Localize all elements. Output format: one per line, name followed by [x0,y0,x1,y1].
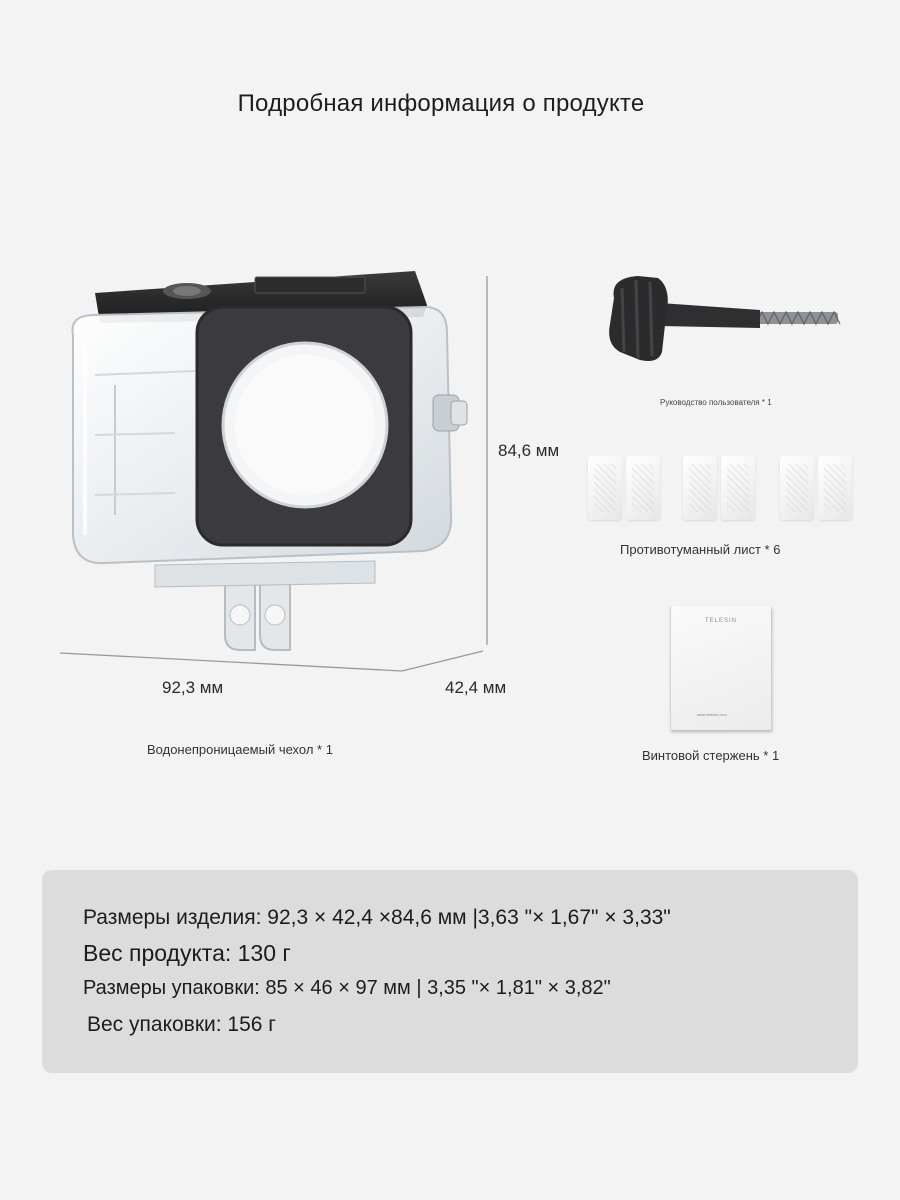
screw-caption: Руководство пользователя * 1 [660,398,772,407]
spec-product-weight: Вес продукта: 130 г [83,940,291,966]
width-dimension-label: 92,3 мм [162,678,224,697]
antifog-sheet [683,456,717,520]
spec-product-dimensions: Размеры изделия: 92,3 × 42,4 ×84,6 мм |3,63 "× 1,67" × 3,33" [83,906,671,929]
manual-site-print: www.telesin.com [697,712,727,717]
depth-dimension-label: 42,4 мм [445,678,507,697]
antifog-sheet [780,456,814,520]
housing-caption: Водонепроницаемый чехол * 1 [147,742,333,757]
spec-package-weight: Вес упаковки: 156 г [87,1013,276,1036]
spec-package-dimensions: Размеры упаковки: 85 × 46 × 97 мм | 3,35 "× 1,81" × 3,82" [83,977,611,999]
antifog-sheet [588,456,622,520]
waterproof-housing-image [55,265,475,675]
antifog-sheet [721,456,755,520]
specifications-panel [42,870,858,1073]
antifog-sheet [626,456,660,520]
manual-caption: Винтовой стержень * 1 [642,748,780,763]
height-dimension-label: 84,6 мм [498,441,560,460]
page-title: Подробная информация о продукте [237,90,645,117]
manual-brand-print: TELESIN [704,618,737,624]
antifog-sheet [818,456,852,520]
user-manual-image [670,606,771,730]
screw-rod-image [600,268,845,368]
antifog-caption: Противотуманный лист * 6 [620,542,781,557]
